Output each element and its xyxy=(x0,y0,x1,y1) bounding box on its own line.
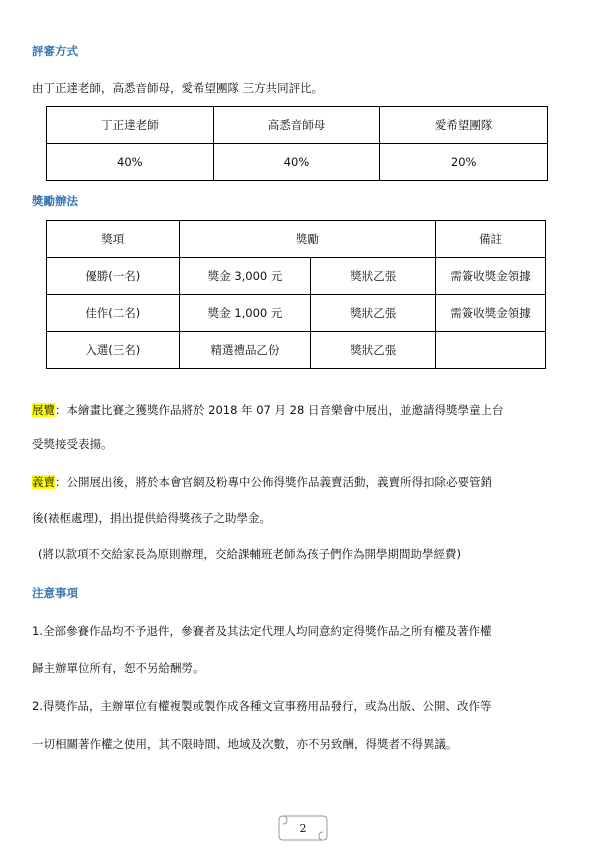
award-cell: 入選(三名) xyxy=(47,332,180,369)
sale-label: 義賣 xyxy=(32,475,55,489)
notice-heading: 注意事項 xyxy=(32,586,78,600)
evaluator-header: 愛希望團隊 xyxy=(380,107,548,144)
notice-item-2-line-2: 一切相關著作權之使用，其不限時間、地域及次數，亦不另致酬，得獎者不得異議。 xyxy=(32,737,458,751)
exhibition-line-1 xyxy=(32,402,503,418)
sale-line-1 xyxy=(32,474,492,490)
award-cell: 優勝(一名) xyxy=(47,258,180,295)
prize-cell: 獎金 1,000 元 xyxy=(179,295,311,332)
note-cell: 需簽收獎金領據 xyxy=(436,295,546,332)
note-header: 備註 xyxy=(436,221,546,258)
prize-cell: 精選禮品乙份 xyxy=(179,332,311,369)
weight-cell: 40% xyxy=(47,144,214,181)
award-cell: 佳作(二名) xyxy=(47,295,180,332)
table-row xyxy=(47,295,546,332)
rewards-table xyxy=(46,220,546,369)
sale-line-2: 後(裱框處理)，捐出提供給得獎孩子之助學金。 xyxy=(32,511,271,525)
page-number-scroll xyxy=(277,812,329,844)
table-row xyxy=(47,332,546,369)
note-cell xyxy=(436,332,546,369)
award-header: 獎項 xyxy=(47,221,180,258)
certificate-cell: 獎狀乙張 xyxy=(311,258,436,295)
evaluator-header: 高悉音師母 xyxy=(213,107,380,144)
table-row xyxy=(47,107,548,144)
exhibition-label: 展覽 xyxy=(32,403,55,417)
table-row xyxy=(47,221,546,258)
page-number: 2 xyxy=(299,822,307,835)
weight-cell: 20% xyxy=(380,144,548,181)
note-cell: 需簽收獎金領據 xyxy=(436,258,546,295)
evaluator-header: 丁正達老師 xyxy=(47,107,214,144)
notice-item-1-line-1: 1.全部參賽作品均不予退件，參賽者及其法定代理人均同意約定得獎作品之所有權及著作權 xyxy=(32,624,492,638)
sale-note: (將以款項不交給家長為原則辦理，交給課輔班老師為孩子們作為開學期間助學經費) xyxy=(38,547,461,561)
notice-item-2-line-1: 2.得獎作品，主辦單位有權複製或製作成各種文宣事務用品發行，或為出版、公開、改作等 xyxy=(32,699,492,713)
exhibition-line-2: 受獎接受表揚。 xyxy=(32,437,113,451)
evaluation-table xyxy=(46,106,548,181)
sale-text: ：公開展出後，將於本會官網及粉專中公佈得獎作品義賣活動，義賣所得扣除必要管銷 xyxy=(55,475,492,489)
prize-cell: 獎金 3,000 元 xyxy=(179,258,311,295)
evaluation-heading: 評審方式 xyxy=(32,44,78,58)
table-row xyxy=(47,258,546,295)
certificate-cell: 獎狀乙張 xyxy=(311,332,436,369)
weight-cell: 40% xyxy=(213,144,380,181)
evaluation-intro: 由丁正達老師，高悉音師母，愛希望團隊 三方共同評比。 xyxy=(32,81,324,95)
reward-header: 獎勵 xyxy=(179,221,436,258)
table-row xyxy=(47,144,548,181)
exhibition-text: ：本繪畫比賽之獲獎作品將於 2018 年 07 月 28 日音樂會中展出，並邀請得獎學童上台 xyxy=(55,403,504,417)
notice-item-1-line-2: 歸主辦單位所有，恕不另給酬勞。 xyxy=(32,661,205,675)
rewards-heading: 獎勵辦法 xyxy=(32,194,78,208)
certificate-cell: 獎狀乙張 xyxy=(311,295,436,332)
